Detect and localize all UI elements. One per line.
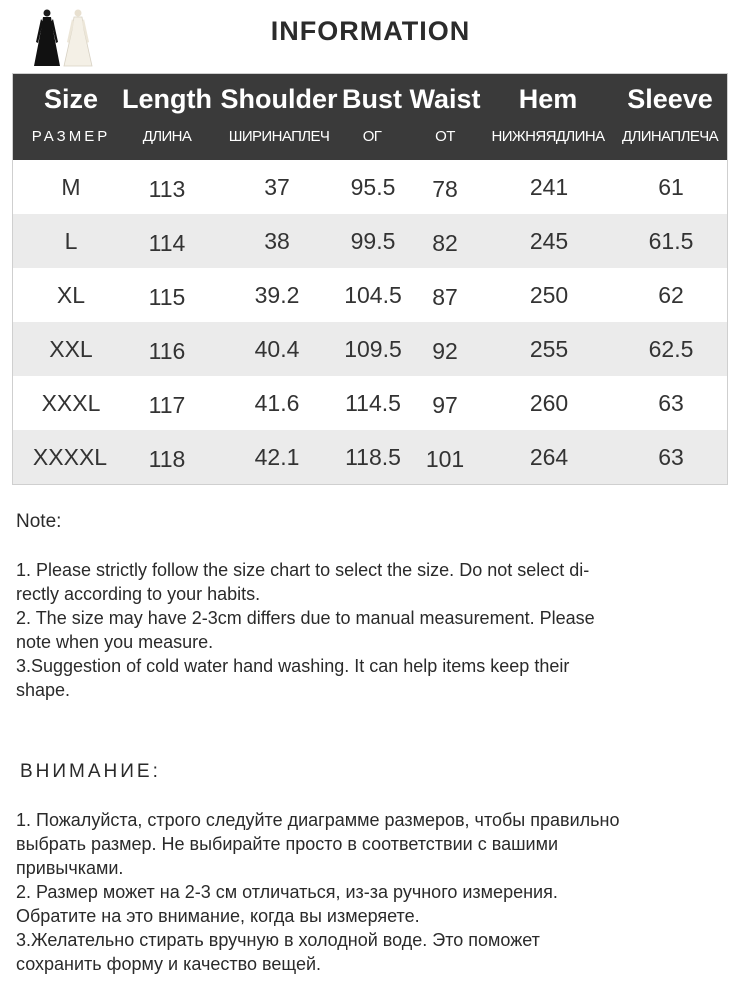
table-cell: 264 <box>529 443 569 470</box>
table-cell: 87 <box>432 283 458 310</box>
table-cell: 114 <box>148 229 186 256</box>
table-row <box>13 268 727 322</box>
table-cell: XL <box>56 281 86 308</box>
note-line: 2. Размер может на 2-3 см отличаться, из-за ручного измерения. <box>16 882 558 902</box>
column-label-ru: РАЗМЕР <box>31 128 111 145</box>
column-header-waist <box>407 74 483 160</box>
header <box>0 0 741 70</box>
note-heading: ВНИМАНИЕ: <box>20 761 161 782</box>
table-cell: 114.5 <box>345 389 401 416</box>
column-label-ru: ДЛИНА <box>142 128 192 145</box>
column-label-en: Sleeve <box>627 84 713 114</box>
table-cell: 255 <box>529 335 569 362</box>
table-cell: 63 <box>658 389 684 416</box>
table-row <box>13 160 727 214</box>
table-row <box>13 322 727 376</box>
column-header-length <box>111 74 223 160</box>
note-line: 3.Желательно стирать вручную в холодной воде. Это поможет <box>16 930 540 950</box>
table-cell: XXXL <box>41 389 101 416</box>
table-cell: 116 <box>148 337 186 364</box>
table-cell: 109.5 <box>344 335 402 362</box>
column-label-en: Length <box>122 84 212 114</box>
table-cell: 63 <box>658 443 684 470</box>
note-heading: Note: <box>16 511 62 532</box>
note-russian <box>16 760 728 976</box>
column-header-shoulder <box>217 74 341 160</box>
table-cell: 62 <box>658 281 684 308</box>
table-cell: 61.5 <box>648 227 694 254</box>
note-line: Обратите на это внимание, когда вы измеряете. <box>16 906 420 926</box>
table-cell: 40.4 <box>254 335 300 362</box>
table-header <box>13 74 727 160</box>
note-line: сохранить форму и качество вещей. <box>16 954 322 974</box>
note-line: 3.Suggestion of cold water hand washing. It can help items keep their <box>16 656 570 676</box>
table-cell: XXL <box>49 335 93 362</box>
size-table <box>12 73 728 485</box>
table-cell: 117 <box>148 391 186 418</box>
note-line: 1. Please strictly follow the size chart to select the size. Do not select di- <box>16 560 590 580</box>
note-line: shape. <box>16 680 71 700</box>
note-line: rectly according to your habits. <box>16 584 261 604</box>
column-header-hem <box>485 74 611 160</box>
note-line: выбрать размер. Не выбирайте просто в соответствии с вашими <box>16 834 559 854</box>
table-row <box>13 430 727 484</box>
column-header-sleeve <box>613 74 727 160</box>
table-cell: 113 <box>148 175 186 202</box>
table-cell: 78 <box>432 175 458 202</box>
table-row <box>13 214 727 268</box>
column-header-bust <box>333 74 411 160</box>
table-cell: L <box>64 227 78 254</box>
table-cell: 260 <box>529 389 569 416</box>
table-cell: 241 <box>529 173 569 200</box>
table-cell: 97 <box>432 391 458 418</box>
table-cell: 37 <box>264 173 290 200</box>
table-cell: 61 <box>658 173 684 200</box>
table-cell: 101 <box>425 445 465 472</box>
table-cell: XXXXL <box>32 443 108 470</box>
table-cell: 118.5 <box>345 443 401 470</box>
column-label-ru: ОГ <box>362 128 382 145</box>
note-line: привычками. <box>16 858 124 878</box>
page-title: INFORMATION <box>270 16 471 46</box>
table-cell: 250 <box>529 281 569 308</box>
table-cell: 115 <box>148 283 186 310</box>
column-label-en: Waist <box>409 84 481 114</box>
note-line: 2. The size may have 2-3cm differs due to manual measurement. Please <box>16 608 595 628</box>
column-label-en: Shoulder <box>220 84 338 114</box>
note-line: 1. Пожалуйста, строго следуйте диаграмме размеров, чтобы правильно <box>16 810 620 830</box>
table-cell: 39.2 <box>254 281 300 308</box>
table-cell: 82 <box>432 229 458 256</box>
note-english <box>16 510 728 702</box>
column-label-en: Size <box>43 84 99 114</box>
table-cell: 245 <box>529 227 569 254</box>
column-label-en: Bust <box>342 84 402 114</box>
table-cell: M <box>61 173 81 200</box>
column-label-ru: ДЛИНАПЛЕЧА <box>621 128 719 145</box>
table-cell: 99.5 <box>350 227 396 254</box>
table-cell: 95.5 <box>350 173 396 200</box>
table-cell: 118 <box>148 445 186 472</box>
table-cell: 41.6 <box>254 389 300 416</box>
table-cell: 42.1 <box>254 443 300 470</box>
column-label-en: Hem <box>518 84 578 114</box>
table-cell: 38 <box>264 227 290 254</box>
column-label-ru: НИЖНЯЯДЛИНА <box>491 128 605 145</box>
table-cell: 92 <box>432 337 458 364</box>
table-cell: 62.5 <box>648 335 694 362</box>
note-line: note when you measure. <box>16 632 214 652</box>
column-label-ru: ОТ <box>435 128 455 145</box>
column-label-ru: ШИРИНАПЛЕЧ <box>228 128 330 145</box>
table-cell: 104.5 <box>344 281 402 308</box>
table-row <box>13 376 727 430</box>
